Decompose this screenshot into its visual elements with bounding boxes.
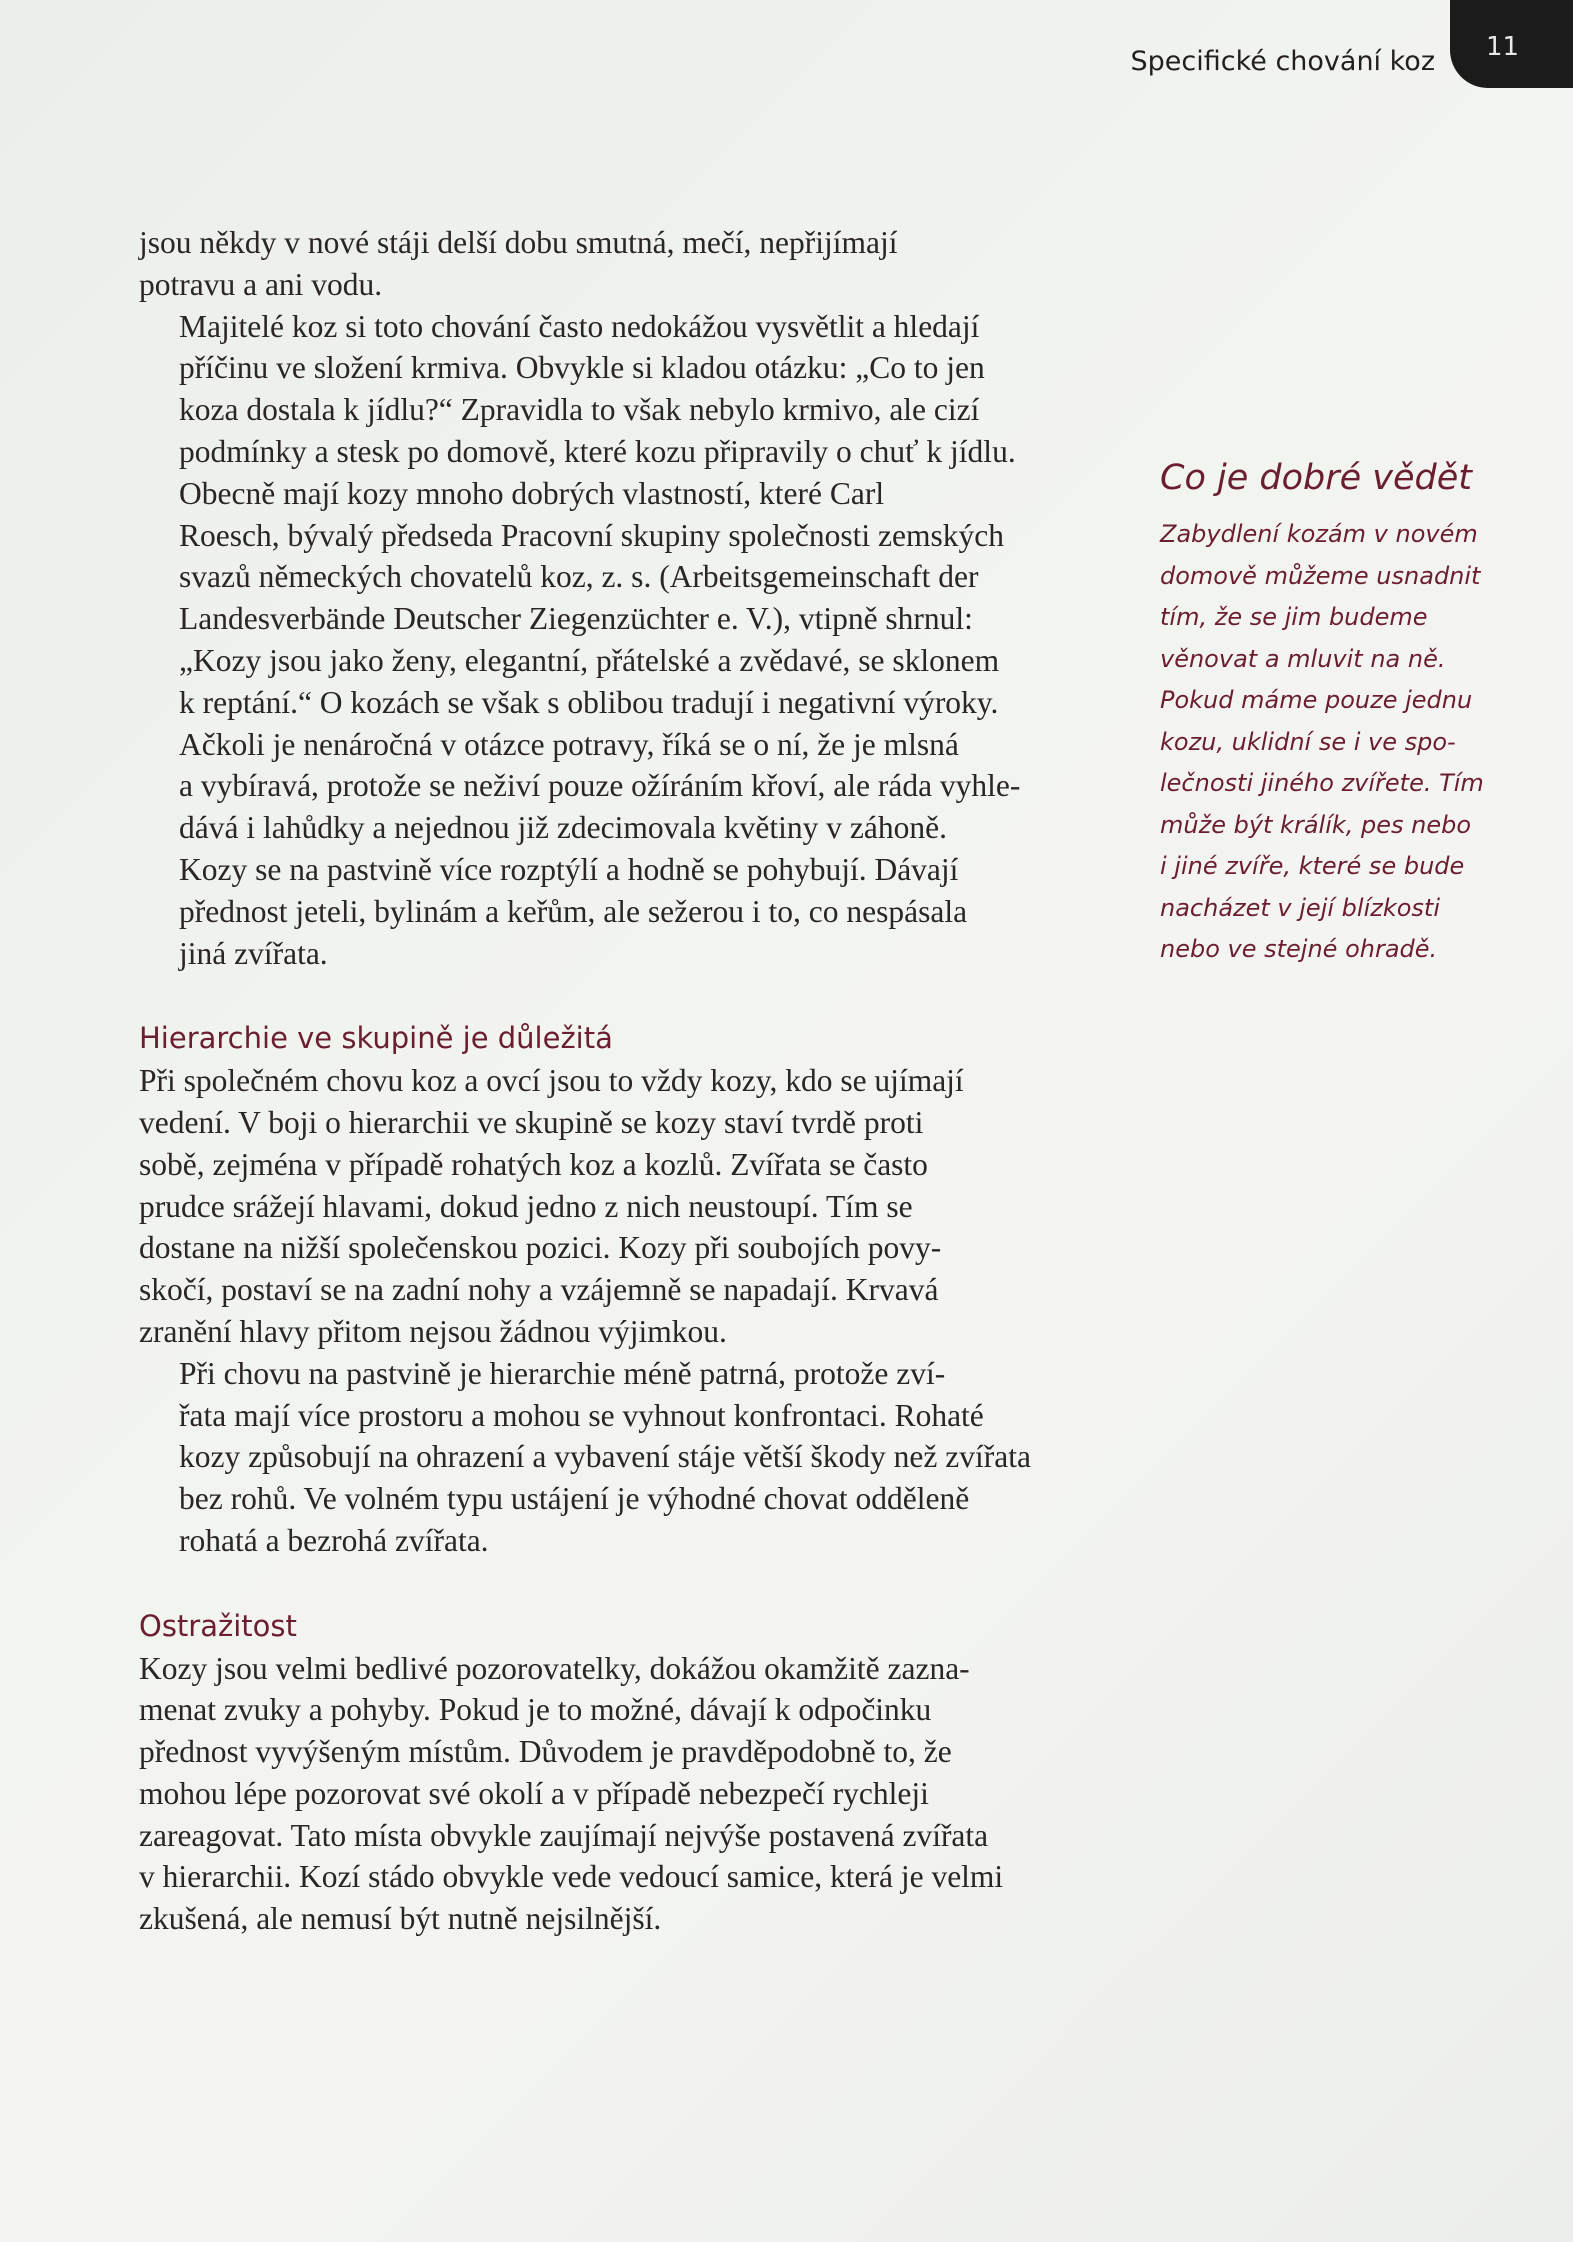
text-line: jsou někdy v nové stáji delší dobu smutná, mečí, nepřijímají (139, 225, 898, 260)
text-line: Při chovu na pastvině je hierarchie méně patrná, protože zví- (179, 1355, 946, 1391)
sidebar-line: Pokud máme pouze jednu (1160, 686, 1473, 714)
text-line: zkušená, ale nemusí být nutně nejsilnější. (139, 1901, 662, 1937)
text-line: Majitelé koz si toto chování často nedokážou vysvětlit a hledají (179, 308, 980, 344)
text-line: zranění hlavy přitom nejsou žádnou výjimkou. (139, 1313, 727, 1349)
sidebar-tip-box (1160, 452, 1490, 971)
text-line: menat zvuky a pohyby. Pokud je to možné, dávají k odpočinku (139, 1692, 932, 1728)
text-line: přednost jeteli, bylinám a keřům, ale sežerou i to, co nespásala (179, 893, 968, 929)
text-line: jiná zvířata. (179, 935, 328, 971)
text-line: bez rohů. Ve volném typu ustájení je výhodné chovat odděleně (179, 1481, 970, 1517)
text-line: svazů německých chovatelů koz, z. s. (Arbeitsgemeinschaft der (179, 559, 979, 595)
text-line: skočí, postaví se na zadní nohy a vzájemně se napadají. Krvavá (139, 1272, 939, 1308)
paragraph (139, 473, 1124, 849)
text-line: rohatá a bezrohá zvířata. (179, 1522, 489, 1558)
page-number: 11 (1486, 32, 1520, 62)
text-line: Obecně mají kozy mnoho dobrých vlastností, které Carl (179, 475, 885, 511)
text-line: Kozy se na pastvině více rozptýlí a hodně se pohybují. Dávají (179, 851, 959, 887)
sidebar-line: tím, že se jim budeme (1160, 603, 1428, 631)
text-line: zareagovat. Tato místa obvykle zaujímají nejvýše postavená zvířata (139, 1817, 989, 1853)
paragraph (139, 1648, 1124, 1941)
paragraph (139, 1060, 1124, 1353)
page-number-tab (1450, 0, 1573, 88)
hierarchy-section (139, 1018, 1124, 1561)
sidebar-title: Co je dobré vědět (1160, 458, 1472, 498)
sidebar-line: Zabydlení kozám v novém (1160, 520, 1478, 548)
text-line: podmínky a stesk po domově, které kozu připravily o chuť k jídlu. (179, 433, 1016, 469)
text-line: vedení. V boji o hierarchii ve skupině se kozy staví tvrdě proti (139, 1104, 924, 1140)
sidebar-line: i jiné zvíře, které se bude (1160, 852, 1465, 880)
text-line: řata mají více prostoru a mohou se vyhnout konfrontaci. Rohaté (179, 1397, 984, 1433)
paragraph (139, 222, 1124, 306)
text-line: Ačkoli je nenáročná v otázce potravy, říká se o ní, že je mlsná (179, 726, 959, 762)
text-line: Při společném chovu koz a ovcí jsou to vždy kozy, kdo se ujímají (139, 1063, 964, 1099)
sidebar-line: věnovat a mluvit na ně. (1160, 644, 1446, 673)
text-line: koza dostala k jídlu?“ Zpravidla to však nebylo krmivo, ale cizí (179, 392, 980, 428)
text-line: dává i lahůdky a nejednou již zdecimovala květiny v záhoně. (179, 810, 947, 846)
section-heading-alertness: Ostražitost (139, 1608, 297, 1643)
text-line: a vybíravá, protože se neživí pouze ožíráním křoví, ale ráda vyhle- (179, 768, 1021, 804)
text-line: prudce srážejí hlavami, dokud jedno z nich neustoupí. Tím se (139, 1188, 913, 1224)
text-line: příčinu ve složení krmiva. Obvykle si kladou otázku: „Co to jen (179, 350, 985, 386)
main-text-column (139, 222, 1124, 1940)
text-line: Roesch, bývalý předseda Pracovní skupiny společnosti zemských (179, 517, 1004, 553)
sidebar-line: kozu, uklidní se i ve spo- (1160, 727, 1456, 756)
text-line: Landesverbände Deutscher Ziegenzüchter e. V.), vtipně shrnul: (179, 601, 973, 637)
text-line: dostane na nižší společenskou pozici. Kozy při soubojích povy- (139, 1230, 942, 1266)
sidebar-line: lečnosti jiného zvířete. Tím (1160, 769, 1484, 797)
text-line: v hierarchii. Kozí stádo obvykle vede vedoucí samice, která je velmi (139, 1859, 1004, 1895)
paragraph (139, 1353, 1124, 1562)
text-line: přednost vyvýšeným místům. Důvodem je pravděpodobně to, že (139, 1734, 952, 1770)
running-header-title: Specifické chování koz (1130, 46, 1435, 77)
text-line: mohou lépe pozorovat své okolí a v případě nebezpečí rychleji (139, 1775, 929, 1811)
text-line: kozy způsobují na ohrazení a vybavení stáje větší škody než zvířata (179, 1439, 1031, 1475)
text-line: „Kozy jsou jako ženy, elegantní, přátelské a zvědavé, se sklonem (179, 642, 1000, 678)
intro-section (139, 222, 1124, 974)
sidebar-text (1160, 514, 1490, 971)
section-heading-hierarchy: Hierarchie ve skupině je důležitá (139, 1021, 613, 1056)
sidebar-line: domově můžeme usnadnit (1160, 561, 1481, 590)
text-line: k reptání.“ O kozách se však s oblibou tradují i negativní výroky. (179, 684, 999, 720)
sidebar-line: nebo ve stejné ohradě. (1160, 935, 1438, 963)
paragraph (139, 306, 1124, 473)
text-line: sobě, zejména v případě rohatých koz a kozlů. Zvířata se často (139, 1146, 928, 1182)
sidebar-line: nacházet v její blízkosti (1160, 893, 1440, 922)
sidebar-line: může být králík, pes nebo (1160, 810, 1472, 839)
paragraph (139, 849, 1124, 974)
text-line: Kozy jsou velmi bedlivé pozorovatelky, dokážou okamžitě zazna- (139, 1650, 970, 1686)
alertness-section (139, 1606, 1124, 1940)
text-line: potravu a ani vodu. (139, 266, 383, 302)
